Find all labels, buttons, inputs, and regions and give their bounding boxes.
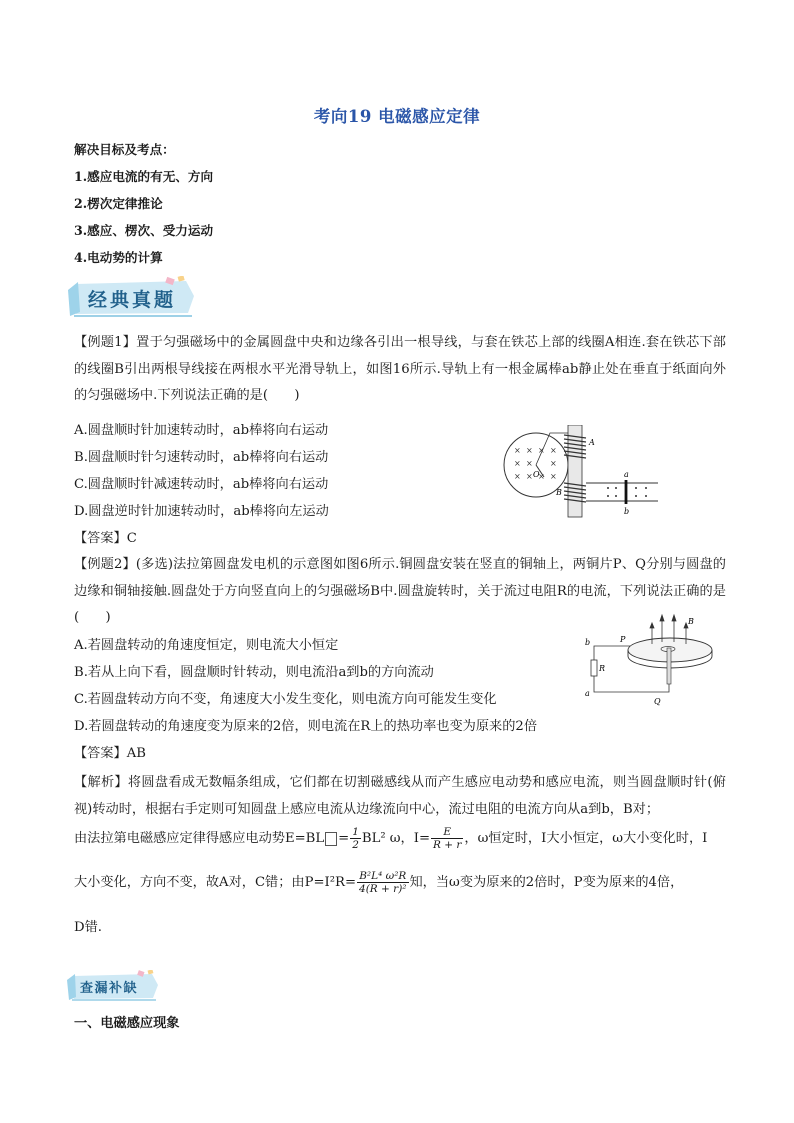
example2-stem-text: (多选)法拉第圆盘发电机的示意图如图6所示.铜圆盘安装在竖直的铜轴上，两铜片P、Q分别与圆盘的边缘和铜轴接触.圆盘处于方向竖直向上的匀强磁场B中.圆盘旋转时，关于流过电阻R的电流，下列说法正确的是( ) bbox=[74, 557, 726, 625]
figure-disk-coil-rails bbox=[500, 425, 670, 524]
fig1-label-b-rod: b bbox=[624, 507, 630, 516]
svg-text:×: × bbox=[526, 446, 533, 455]
svg-text:×: × bbox=[550, 472, 557, 481]
svg-text:×: × bbox=[526, 459, 533, 468]
fraction-power: $\frac{\text{B²L⁴ ω²R}}{\text{4(R + r)²}}$ bbox=[359, 870, 407, 895]
example1-answer: 【答案】C bbox=[74, 531, 137, 546]
example1-stem bbox=[74, 330, 726, 410]
fig2-label-r: R bbox=[599, 664, 606, 673]
fraction-one-half: $\frac{1}{2}$ bbox=[352, 826, 359, 851]
svg-text:×: × bbox=[538, 472, 545, 481]
section-heading: 一、电磁感应现象 bbox=[74, 1016, 180, 1031]
analysis-l4b: 知，当ω变为原来的2倍时，P变为原来的4倍， bbox=[409, 875, 684, 890]
placeholder-glyph bbox=[325, 832, 337, 846]
fraction-e-over-r: $\frac{E}{R + r}$ bbox=[433, 826, 462, 851]
analysis-l3d: ，ω恒定时，I大小恒定，ω大小变化时，I bbox=[464, 831, 708, 846]
example2-option-d: D.若圆盘转动的角速度变为原来的2倍，则电流在R上的热功率也变为原来的2倍 bbox=[74, 719, 538, 734]
example2-analysis-text bbox=[74, 770, 726, 823]
example1-option-d: D.圆盘逆时针加速转动时，ab棒将向左运动 bbox=[74, 504, 329, 519]
analysis-label: 【解析】 bbox=[74, 775, 128, 790]
objective-item: 4.电动势的计算 bbox=[74, 250, 163, 265]
analysis-l4a: 大小变化，方向不变，故A对，C错；由P=I²R= bbox=[74, 875, 357, 890]
example1-option-c: C.圆盘顺时针减速转动时，ab棒将向右运动 bbox=[74, 477, 329, 492]
analysis-l3b: = bbox=[338, 831, 350, 846]
example2-option-a: A.若圆盘转动的角速度恒定，则电流大小恒定 bbox=[74, 638, 339, 653]
example1-option-b: B.圆盘顺时针匀速转动时，ab棒将向右运动 bbox=[74, 450, 329, 465]
banner-text: 经典真题 bbox=[88, 289, 177, 311]
svg-text:×: × bbox=[514, 459, 521, 468]
fig2-label-q: Q bbox=[654, 697, 661, 706]
svg-text:×: × bbox=[550, 446, 557, 455]
fig1-label-a-rod: a bbox=[624, 470, 629, 479]
section-banner-review bbox=[66, 970, 166, 1006]
example1-stem-text: 置于匀强磁场中的金属圆盘中央和边缘各引出一根导线，与套在铁芯上部的线圈A相连.套在铁芯下部的线圈B引出两根导线接在两根水平光滑导轨上，如图16所示.导轨上有一根金属棒ab静止处在垂直于纸面向外的匀强磁场中.下列说法正确的是( ) bbox=[74, 335, 726, 403]
fig2-label-p: P bbox=[620, 635, 626, 644]
page-title: 考向19 电磁感应定律 bbox=[313, 107, 481, 126]
fig1-label-b-coil: B bbox=[556, 488, 562, 497]
objective-item: 2.楞次定律推论 bbox=[74, 196, 163, 211]
example2-option-b: B.若从上向下看，圆盘顺时针转动，则电流沿a到b的方向流动 bbox=[74, 665, 434, 680]
example2-label: 【例题2】 bbox=[74, 557, 136, 572]
example2-option-c: C.若圆盘转动方向不变，角速度大小发生变化，则电流方向可能发生变化 bbox=[74, 692, 497, 707]
analysis-l3c: BL² ω，I= bbox=[361, 831, 431, 846]
svg-text:×: × bbox=[550, 459, 557, 468]
analysis-line-5: D错. bbox=[74, 920, 102, 935]
example1-option-a: A.圆盘顺时针加速转动时，ab棒将向右运动 bbox=[74, 423, 329, 438]
fig1-label-o: O bbox=[533, 470, 540, 479]
figure-faraday-disk bbox=[582, 612, 732, 711]
objective-item: 3.感应、楞次、受力运动 bbox=[74, 223, 214, 238]
fig2-label-b-node: b bbox=[585, 638, 591, 647]
fig2-label-a-node: a bbox=[585, 689, 590, 698]
svg-text:×: × bbox=[514, 446, 521, 455]
section-banner-classic bbox=[66, 276, 206, 324]
svg-text:×: × bbox=[514, 472, 521, 481]
svg-text:×: × bbox=[526, 472, 533, 481]
fig1-label-a-coil: A bbox=[589, 438, 595, 447]
svg-text:×: × bbox=[538, 446, 545, 455]
fig2-label-b-field: B bbox=[688, 617, 694, 626]
objectives-heading: 解决目标及考点： bbox=[74, 142, 175, 157]
analysis-l3a: 由法拉第电磁感应定律得感应电动势E=BL bbox=[74, 831, 325, 846]
analysis-line-1: 将圆盘看成无数幅条组成，它们都在切割磁感线从而产生感应电动势和感应电流，则当圆盘顺时针(俯视)转动时，根据右手定则可知圆盘上感应电流从边缘流向中心，流过电阻的电流方向从a到b，B对； bbox=[74, 775, 726, 817]
example2-answer: 【答案】AB bbox=[74, 746, 146, 761]
example1-label: 【例题1】 bbox=[74, 335, 137, 350]
objective-item: 1.感应电流的有无、方向 bbox=[74, 169, 214, 184]
analysis-formula-line bbox=[74, 826, 707, 851]
banner-text: 查漏补缺 bbox=[80, 981, 139, 996]
analysis-power-line bbox=[74, 870, 683, 895]
